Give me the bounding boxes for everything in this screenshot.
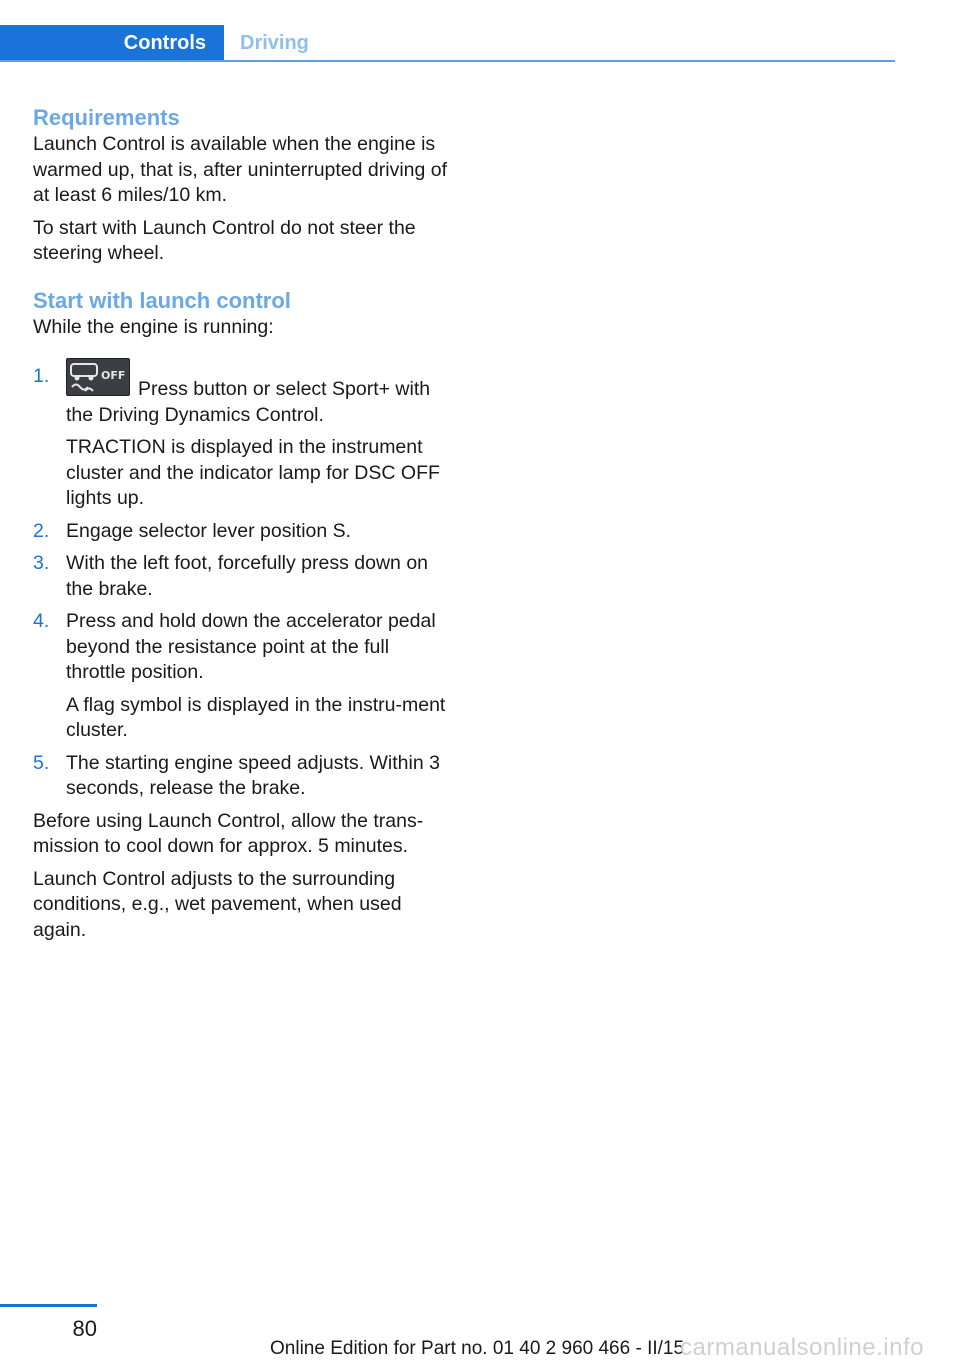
step-text: The starting engine speed adjusts. Within 3 seconds, release the brake.	[66, 751, 440, 799]
tab-driving[interactable]: Driving	[240, 32, 309, 54]
step-number: 1.	[33, 365, 50, 387]
step-number: 4.	[33, 610, 50, 632]
list-item	[33, 519, 451, 545]
step-note: TRACTION is displayed in the instrument cluster and the indicator lamp for DSC OFF lights up.	[66, 436, 440, 509]
conditions-paragraph: Launch Control adjusts to the surrounding conditions, e.g., wet pavement, when used again.	[33, 867, 402, 941]
list-item	[33, 364, 451, 512]
step-text: Press button or select Sport+ with the Driving Dynamics Control.	[66, 378, 431, 426]
main-content	[33, 104, 451, 950]
list-item	[33, 751, 451, 802]
step-number: 3.	[33, 552, 50, 574]
dsc-off-button-icon	[66, 358, 130, 396]
watermark: carmanualsonline.info	[680, 1334, 924, 1361]
list-item	[33, 551, 451, 602]
step-text: With the left foot, forcefully press down on the brake.	[66, 552, 429, 600]
step-text: Engage selector lever position S.	[66, 519, 352, 542]
cooldown-paragraph: Before using Launch Control, allow the trans‐mission to cool down for approx. 5 minutes.	[33, 809, 424, 857]
heading-requirements: Requirements	[33, 105, 180, 130]
steps-list	[33, 364, 451, 802]
tab-controls[interactable]: Controls	[0, 25, 224, 62]
page-number: 80	[72, 1316, 97, 1341]
heading-start-launch-control: Start with launch control	[33, 287, 291, 313]
edition-text: Online Edition for Part no. 01 40 2 960 466 - II/15	[270, 1338, 685, 1359]
footer-divider	[0, 1304, 97, 1307]
list-item	[33, 609, 451, 744]
requirements-paragraph-2: To start with Launch Control do not steer the steering wheel.	[33, 216, 416, 264]
start-intro: While the engine is running:	[33, 315, 274, 338]
svg-text:OFF: OFF	[101, 369, 126, 382]
step-text: Press and hold down the accelerator pedal beyond the resistance point at the full throttle position.	[66, 610, 436, 683]
requirements-paragraph-1: Launch Control is available when the engine is warmed up, that is, after uninterrupted driving of at least 6 miles/10 km.	[33, 133, 448, 206]
step-number: 2.	[33, 519, 50, 542]
step-note: A flag symbol is displayed in the instru‐ment cluster.	[66, 693, 446, 741]
step-number: 5.	[33, 751, 50, 774]
header-divider	[0, 60, 895, 62]
